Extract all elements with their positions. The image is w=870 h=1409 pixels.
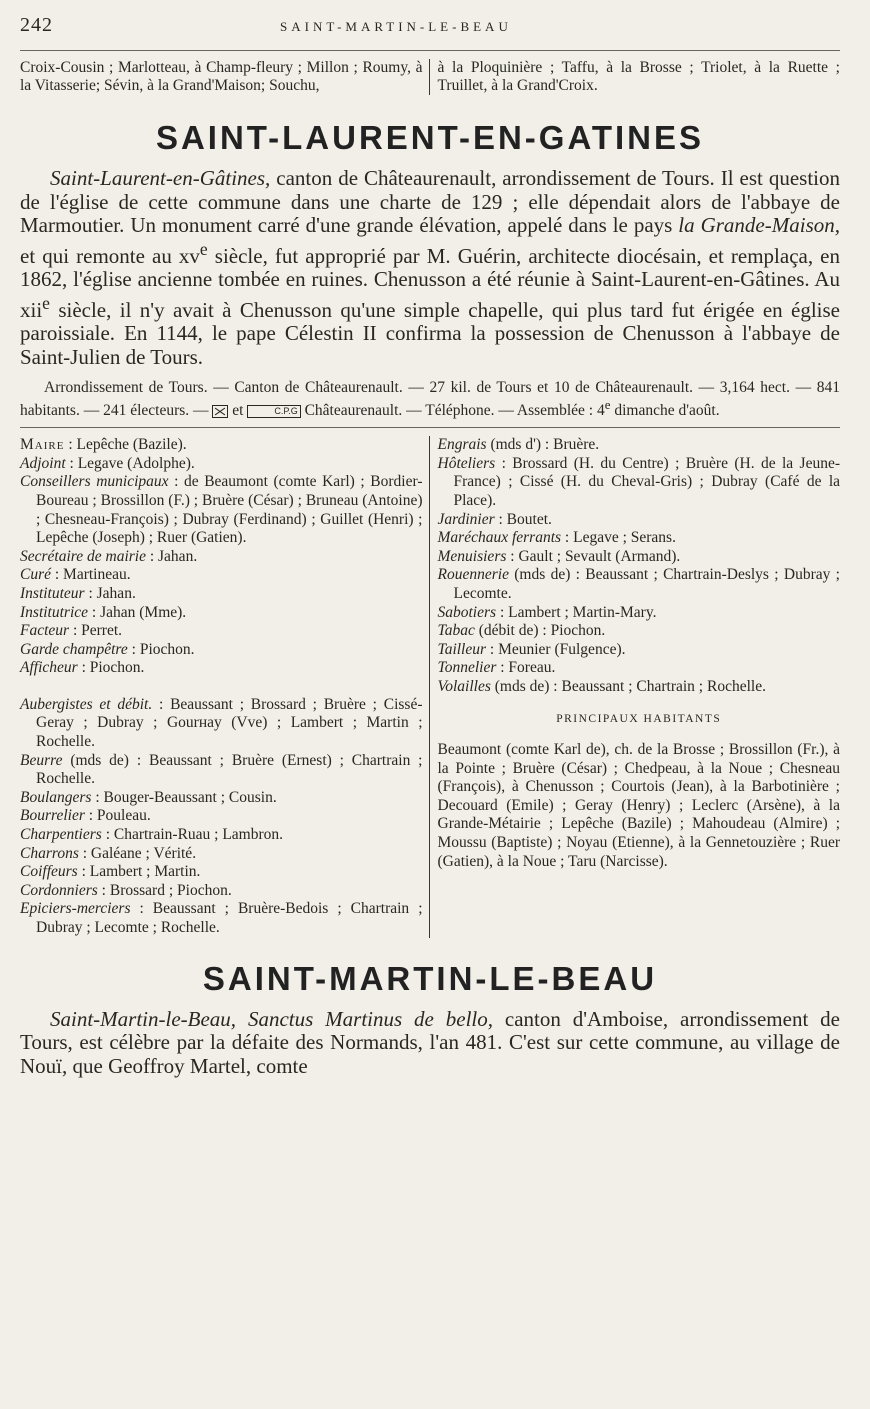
entry-label: Maréchaux ferrants <box>437 529 562 547</box>
book-page <box>20 14 840 1078</box>
intro-sup-1: e <box>199 238 208 259</box>
entry-value: : Brossard ; Piochon. <box>97 881 232 899</box>
entry-value: : Martineau. <box>51 566 131 584</box>
entry-value: (débit de) : Piochon. <box>474 622 606 640</box>
cpg-icon: C.P.G <box>247 405 300 418</box>
latin-name: Sanctus Martinus de bello, <box>247 1006 493 1031</box>
directory-entry <box>20 696 423 752</box>
intro-sup-2: e <box>42 292 50 313</box>
entry-value: : Galéane ; Vérité. <box>78 844 197 862</box>
directory-entry <box>20 845 423 864</box>
entry-label: Coiffeurs <box>20 863 78 881</box>
stats-text-1: Arrondissement de Tours. — Canton de Châteaurenault. — 27 kil. de Tours et 10 de Châteaurenault. — 3,164 hect. — 841 habitants. — 241 électeurs. — <box>20 379 840 420</box>
directory-entry <box>438 455 841 511</box>
page-number: 242 <box>20 14 53 36</box>
entry-label: Facteur <box>20 622 70 640</box>
directory-entry <box>20 473 423 547</box>
entry-value: : Beaussant ; Bruère-Bedois ; Chartrain ; Dubray ; Lecomte ; Rochelle. <box>36 900 423 936</box>
entry-value: : Pouleau. <box>84 807 151 825</box>
header-rule <box>20 50 840 51</box>
intro-text-2: et qui remonte au xv <box>20 243 200 268</box>
prev-right-column: à la Ploquinière ; Taffu, à la Brosse ; Triolet, à la Ruette ; Truillet, à la Grand'Croix. <box>437 59 840 94</box>
previous-section-continuation <box>20 59 840 95</box>
principaux-heading: PRINCIPAUX HABITANTS <box>556 713 722 726</box>
directory-entry <box>20 622 423 641</box>
entry-label: Menuisiers <box>437 547 507 565</box>
entry-label: Bourrelier <box>20 807 85 825</box>
entry-value: : Jahan. <box>84 584 136 602</box>
entry-value: : Lambert ; Martin-Mary. <box>496 603 657 621</box>
entry-value: : Piochon. <box>127 640 195 658</box>
entry-value: : Lepêche (Bazile). <box>64 436 187 454</box>
stats-text-2: Châteaurenault. — Téléphone. — Assemblée : 4 <box>300 402 605 420</box>
entry-label: Afficheur <box>20 659 78 677</box>
directory-entry <box>20 752 423 789</box>
entry-value: : Legave (Adolphe). <box>65 454 195 472</box>
directory-entry <box>20 604 423 623</box>
principaux-habitants: Beaumont (comte Karl de), ch. de la Brosse ; Brossillon (Fr.), à la Pointe ; Bruère (César) ; Chedpeau, à la Noue ; Chesneau (François), à Chenusson ; Courtois (Jean), à la Barbotinière ; Decouard (Emile) ; Geray (Henry) ; Leclerc (Arsène), à la Grande-Métairie ; Lepêche (Bazile) ; Mahoudeau (Almire) ; Moussu (Baptiste) ; Noyau (Etienne), à la Gennetouzière ; Ruer (Gatien), à la Noue ; Taru (Narcisse). <box>437 741 840 870</box>
column-gap <box>20 678 423 696</box>
entry-label: Curé <box>20 566 51 584</box>
entry-label: Sabotiers <box>437 603 497 621</box>
entry-label: Charpentiers <box>20 826 102 844</box>
entry-value: (mds de) : Beaussant ; Chartrain-Deslys ; Dubray ; Lecomte. <box>453 566 840 602</box>
directory-columns <box>20 436 840 937</box>
stats-sup: e <box>604 397 611 412</box>
entry-label: Aubergistes et débit. <box>20 695 153 713</box>
directory-entry <box>20 455 423 474</box>
entry-label: Charrons <box>20 844 79 862</box>
directory-right-column <box>430 436 841 937</box>
directory-entry <box>438 511 841 530</box>
entry-value: : Jahan (Mme). <box>88 603 187 621</box>
entry-label: Engrais <box>437 436 487 454</box>
section-intro <box>20 167 840 369</box>
entry-label: Garde champêtre <box>20 640 128 658</box>
post-office-icon <box>212 405 228 418</box>
directory-entry <box>438 548 841 567</box>
entry-label: Adjoint <box>20 454 66 472</box>
directory-entry <box>438 678 841 697</box>
section2-text: canton d'Amboise, arrondissement de Tours, est célèbre par la défaite des Normands, l'an 481. C'est sur cette commune, au village de Nouï, que Geoffroy Martel, comte <box>20 1006 840 1078</box>
entry-value: : Meunier (Fulgence). <box>486 640 626 658</box>
prev-left-column: Croix-Cousin ; Marlotteau, à Champ-fleury ; Millon ; Roumy, à la Vitasserie; Sévin, à la Grand'Maison; Souchu, <box>20 59 430 95</box>
directory-entry <box>20 882 423 901</box>
directory-entry <box>20 585 423 604</box>
entry-value: : Piochon. <box>77 659 145 677</box>
directory-entry <box>438 641 841 660</box>
entry-label: Rouennerie <box>437 566 509 584</box>
entry-label: Tabac <box>437 622 475 640</box>
directory-entry <box>20 659 423 678</box>
entry-value: : Chartrain-Ruau ; Lambron. <box>101 826 284 844</box>
directory-entry <box>20 436 423 455</box>
stats-paragraph <box>20 379 840 419</box>
entry-label: Conseillers municipaux <box>20 473 169 491</box>
running-title: SAINT-MARTIN-LE-BEAU <box>280 19 512 34</box>
directory-entry <box>20 900 423 937</box>
entry-label: Cordonniers <box>20 881 98 899</box>
entry-value: : Jahan. <box>145 547 198 565</box>
entry-label: Jardinier <box>437 510 495 528</box>
directory-entry <box>20 863 423 882</box>
entry-value: : Foreau. <box>496 659 556 677</box>
entry-value: : Perret. <box>69 622 123 640</box>
stats-and: et <box>228 402 248 420</box>
entry-label: Boulangers <box>20 788 92 806</box>
entry-value: : de Beaumont (comte Karl) ; Bordier-Boureau ; Brossillon (F.) ; Bruère (César) ; Bruneau (Antoine) ; Chesneau-François) ; Dubray (Ferdinand) ; Guillet (Henri) ; Lepêche (Joseph) ; Ruer (Gatien). <box>36 473 423 547</box>
stats-text-3: dimanche d'août. <box>610 402 720 420</box>
entry-value: : Gault ; Sevault (Armand). <box>506 547 681 565</box>
entry-label: Volailles <box>437 677 491 695</box>
entry-value: (mds de) : Beaussant ; Bruère (Ernest) ; Chartrain ; Rochelle. <box>36 751 423 788</box>
entry-label: Beurre <box>20 751 63 769</box>
entry-label: Epiciers-merciers <box>20 900 131 918</box>
entry-label: Tonnelier <box>437 659 497 677</box>
entry-value: : Bouger-Beaussant ; Cousin. <box>91 788 277 806</box>
entry-label: Hôteliers <box>437 454 496 472</box>
section2-intro <box>20 1008 840 1079</box>
officials-list <box>20 436 423 678</box>
directory-left-column <box>20 436 430 937</box>
intro-text-4: siècle, il n'y avait à Chenusson qu'une simple chapelle, qui plus tard fut érigée en église paroissiale. En 1144, le pape Célestin II confirma la possession de Chenusson à l'abbaye de Saint-Julien de Tours. <box>20 297 840 369</box>
entry-label: Institutrice <box>20 603 89 621</box>
directory-entry <box>438 622 841 641</box>
intro-text-3: siècle, fut approprié par M. Guérin, architecte diocésain, et remplaça, en 1862, l'église ancienne tombée en ruines. Chenusson a été réunie à Saint-Laurent-en-Gâtines. Au xii <box>20 243 840 322</box>
directory-entry <box>20 789 423 808</box>
running-header <box>20 14 840 44</box>
directory-entry <box>438 604 841 623</box>
commune-name-2: Saint-Martin-le-Beau, <box>50 1006 237 1031</box>
trades-list-a <box>20 696 423 938</box>
section-title-saint-laurent: SAINT-LAURENT-EN-GATINES <box>155 119 705 156</box>
directory-entry <box>20 566 423 585</box>
entry-value: : Brossard (H. du Centre) ; Bruère (H. de la Jeune-France) ; Cissé (H. du Cheval-Gris) ; Dubray (Café de la Place). <box>453 454 840 509</box>
directory-entry <box>20 641 423 660</box>
commune-name: Saint-Laurent-en-Gâtines, <box>50 166 271 190</box>
entry-value: : Beaussant ; Brossard ; Bruère ; Cissé-Geray ; Dubray ; Gourнay (Vve) ; Lambert ; Martin ; Rochelle. <box>36 695 423 751</box>
entry-label: Instituteur <box>20 584 85 602</box>
directory-entry <box>438 436 841 455</box>
directory-entry <box>438 659 841 678</box>
directory-entry <box>438 529 841 548</box>
entry-label: Secrétaire de mairie <box>20 547 146 565</box>
entry-value: (mds d') : Bruère. <box>486 436 600 454</box>
directory-entry <box>20 548 423 567</box>
entry-value: : Boutet. <box>494 510 552 528</box>
directory-entry <box>20 826 423 845</box>
entry-label: Tailleur <box>437 640 487 658</box>
entry-value: : Legave ; Serans. <box>561 529 676 547</box>
directory-entry <box>20 807 423 826</box>
trades-list-b <box>438 436 841 696</box>
entry-value: : Lambert ; Martin. <box>77 863 201 881</box>
directory-entry <box>438 566 841 603</box>
intro-text-1: canton de Châteaurenault, arrondissement de Tours. Il est question de l'église de cette commune dans une charte de 129 ; elle dépendait alors de l'abbaye de Marmoutier. Un monument carré d'une grande élévation, appelé dans le pays <box>20 166 840 237</box>
section-title-saint-martin: SAINT-MARTIN-LE-BEAU <box>202 959 658 997</box>
place-name: la Grande-Maison, <box>678 213 840 237</box>
stats-rule <box>20 427 840 428</box>
entry-label: Maire <box>20 436 65 454</box>
entry-value: (mds de) : Beaussant ; Chartrain ; Rochelle. <box>490 677 766 695</box>
